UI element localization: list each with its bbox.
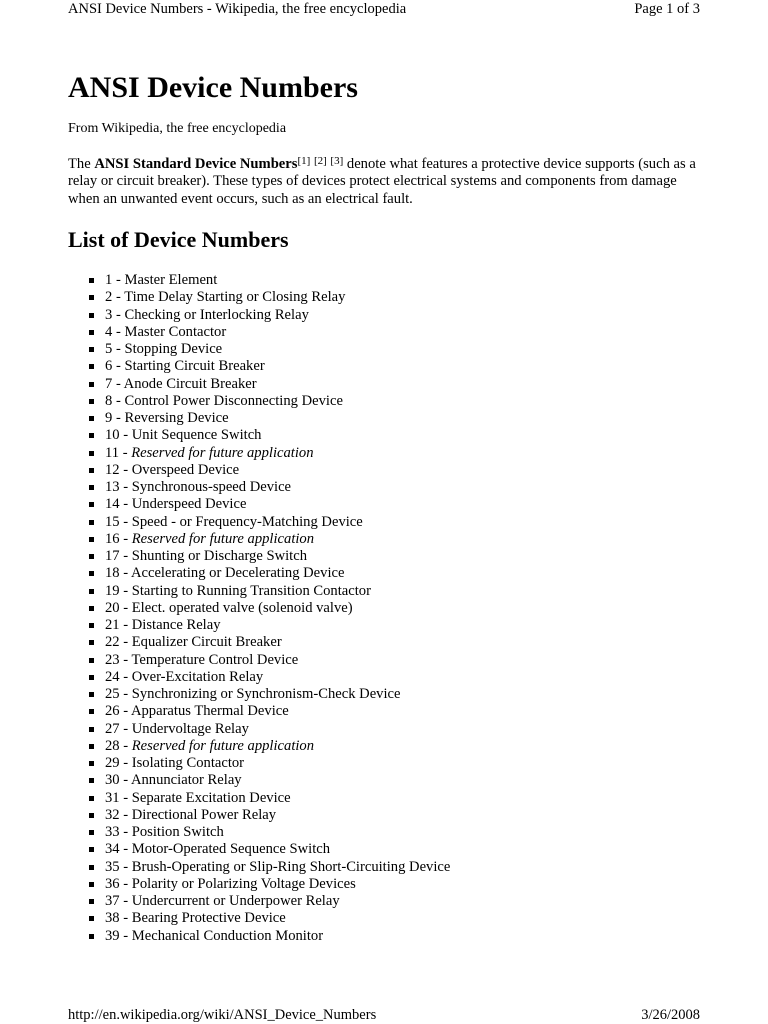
intro-lead: The xyxy=(68,156,95,172)
device-number: 8 xyxy=(105,392,113,409)
bullet-icon xyxy=(89,537,94,542)
device-name: Elect. operated valve (solenoid valve) xyxy=(131,599,353,616)
device-number: 18 xyxy=(105,565,120,582)
device-number: 38 xyxy=(105,910,120,927)
device-name: Shunting or Discharge Switch xyxy=(131,548,308,564)
list-item: 24 - Over-Excitation Relay xyxy=(89,669,450,686)
device-number: 39 xyxy=(105,927,120,944)
device-name: Over-Excitation Relay xyxy=(131,668,264,685)
list-item: 1 - Master Element xyxy=(89,272,450,289)
device-name: Control Power Disconnecting Device xyxy=(124,392,343,409)
list-item: 37 - Undercurrent or Underpower Relay xyxy=(89,893,450,910)
bullet-icon xyxy=(89,623,94,628)
device-name: Anode Circuit Breaker xyxy=(123,375,257,392)
list-item: 16 - Reserved for future application xyxy=(89,531,450,548)
print-header xyxy=(68,0,700,18)
device-number: 22 xyxy=(105,634,120,651)
list-item: 15 - Speed - or Frequency-Matching Device xyxy=(89,514,450,531)
list-item: 25 - Synchronizing or Synchronism-Check Device xyxy=(89,686,450,703)
device-name: Starting to Running Transition Contactor xyxy=(131,582,371,599)
list-item: 9 - Reversing Device xyxy=(89,410,450,427)
device-number: 11 xyxy=(105,444,120,461)
list-item: 3 - Checking or Interlocking Relay xyxy=(89,307,450,324)
device-number: 10 xyxy=(105,427,120,444)
device-number: 35 xyxy=(105,858,120,875)
device-name: Motor-Operated Sequence Switch xyxy=(131,841,331,858)
print-header-title: ANSI Device Numbers - Wikipedia, the free encyclopedia xyxy=(68,1,407,17)
citation-3[interactable]: [3] xyxy=(330,155,344,167)
device-name: Bearing Protective Device xyxy=(131,910,286,927)
device-name: Speed - or Frequency-Matching Device xyxy=(131,513,363,530)
device-name: Time Delay Starting or Closing Relay xyxy=(124,289,346,306)
device-number: 26 xyxy=(105,703,120,720)
bullet-icon xyxy=(89,278,94,283)
print-footer xyxy=(68,1006,700,1024)
device-name: Distance Relay xyxy=(131,617,221,633)
device-number: 31 xyxy=(105,789,120,806)
bullet-icon xyxy=(89,692,94,697)
bullet-icon xyxy=(89,589,94,594)
list-item: 8 - Control Power Disconnecting Device xyxy=(89,393,450,410)
device-number: 13 xyxy=(105,479,120,495)
bullet-icon xyxy=(89,382,94,387)
device-name: Annunciator Relay xyxy=(130,772,242,789)
device-number: 34 xyxy=(105,841,120,858)
device-name: Accelerating or Decelerating Device xyxy=(130,565,345,582)
device-number: 3 xyxy=(105,306,113,323)
bullet-icon xyxy=(89,847,94,852)
bullet-icon xyxy=(89,813,94,818)
list-item: 35 - Brush-Operating or Slip-Ring Short-Circuiting Device xyxy=(89,859,450,876)
list-item: 10 - Unit Sequence Switch xyxy=(89,427,450,444)
citation-2[interactable]: [2] xyxy=(313,155,327,167)
bullet-icon xyxy=(89,520,94,525)
bullet-icon xyxy=(89,330,94,335)
bullet-icon xyxy=(89,830,94,835)
device-number: 36 xyxy=(105,875,120,892)
list-item: 28 - Reserved for future application xyxy=(89,738,450,755)
device-number: 23 xyxy=(105,651,120,668)
section-heading: List of Device Numbers xyxy=(68,227,289,252)
device-number: 27 xyxy=(105,720,120,737)
bullet-icon xyxy=(89,761,94,766)
device-name: Master Element xyxy=(124,272,218,288)
list-item: 23 - Temperature Control Device xyxy=(89,652,450,669)
intro-rest: denote what features a protective device supports (such as a relay or circuit breaker). These types of devices protect electrical systems and components from damage when an unwanted event occurs, such as an electrical fault. xyxy=(68,156,696,207)
list-item: 31 - Separate Excitation Device xyxy=(89,790,450,807)
bullet-icon xyxy=(89,399,94,404)
list-item: 17 - Shunting or Discharge Switch xyxy=(89,548,450,565)
citation-1[interactable]: [1] xyxy=(297,155,311,167)
device-list xyxy=(89,272,450,945)
device-name: Unit Sequence Switch xyxy=(131,427,262,444)
intro-paragraph xyxy=(68,156,708,208)
device-number: 25 xyxy=(105,686,120,702)
bullet-icon xyxy=(89,865,94,870)
device-name: Underspeed Device xyxy=(131,496,247,513)
device-number: 24 xyxy=(105,668,120,685)
device-number: 2 xyxy=(105,289,113,306)
device-name: Undervoltage Relay xyxy=(131,720,249,737)
bullet-icon xyxy=(89,416,94,421)
device-name: Undercurrent or Underpower Relay xyxy=(131,893,340,909)
list-item: 27 - Undervoltage Relay xyxy=(89,721,450,738)
list-item: 13 - Synchronous-speed Device xyxy=(89,479,450,496)
bullet-icon xyxy=(89,347,94,352)
device-number: 21 xyxy=(105,617,120,633)
list-item: 5 - Stopping Device xyxy=(89,341,450,358)
bullet-icon xyxy=(89,451,94,456)
device-name: Apparatus Thermal Device xyxy=(130,703,289,720)
list-item: 22 - Equalizer Circuit Breaker xyxy=(89,634,450,651)
list-item: 2 - Time Delay Starting or Closing Relay xyxy=(89,289,450,306)
device-name: Overspeed Device xyxy=(131,461,240,478)
device-name: Checking or Interlocking Relay xyxy=(124,306,309,323)
device-name: Reserved for future application xyxy=(131,530,315,547)
device-number: 28 xyxy=(105,737,120,754)
list-item: 12 - Overspeed Device xyxy=(89,462,450,479)
bullet-icon xyxy=(89,916,94,921)
bullet-icon xyxy=(89,727,94,732)
device-name: Brush-Operating or Slip-Ring Short-Circuiting Device xyxy=(131,858,451,875)
device-name: Synchronous-speed Device xyxy=(131,479,292,495)
bullet-icon xyxy=(89,364,94,369)
bullet-icon xyxy=(89,485,94,490)
list-item: 32 - Directional Power Relay xyxy=(89,807,450,824)
device-name: Equalizer Circuit Breaker xyxy=(131,634,282,651)
device-number: 17 xyxy=(105,548,120,564)
bullet-icon xyxy=(89,899,94,904)
bullet-icon xyxy=(89,744,94,749)
list-item: 7 - Anode Circuit Breaker xyxy=(89,376,450,393)
bullet-icon xyxy=(89,778,94,783)
list-item: 34 - Motor-Operated Sequence Switch xyxy=(89,841,450,858)
bullet-icon xyxy=(89,709,94,714)
bullet-icon xyxy=(89,796,94,801)
list-item: 36 - Polarity or Polarizing Voltage Devices xyxy=(89,876,450,893)
list-item: 18 - Accelerating or Decelerating Device xyxy=(89,565,450,582)
device-name: Reserved for future application xyxy=(131,737,315,754)
from-line: From Wikipedia, the free encyclopedia xyxy=(68,121,287,136)
bullet-icon xyxy=(89,640,94,645)
list-item: 19 - Starting to Running Transition Contactor xyxy=(89,583,450,600)
device-number: 33 xyxy=(105,824,120,840)
device-number: 19 xyxy=(105,582,120,599)
list-item: 30 - Annunciator Relay xyxy=(89,772,450,789)
device-number: 4 xyxy=(105,323,113,340)
device-number: 5 xyxy=(105,341,113,357)
device-name: Mechanical Conduction Monitor xyxy=(131,927,324,944)
device-name: Reversing Device xyxy=(124,410,229,426)
device-name: Isolating Contactor xyxy=(131,755,245,771)
device-name: Stopping Device xyxy=(124,341,223,357)
device-name: Polarity or Polarizing Voltage Devices xyxy=(131,875,356,892)
bullet-icon xyxy=(89,934,94,939)
device-name: Synchronizing or Synchronism-Check Device xyxy=(131,686,401,702)
list-item: 26 - Apparatus Thermal Device xyxy=(89,703,450,720)
bullet-icon xyxy=(89,882,94,887)
device-number: 1 xyxy=(105,272,113,288)
device-name: Separate Excitation Device xyxy=(131,789,291,806)
footer-date: 3/26/2008 xyxy=(641,1007,700,1023)
device-number: 7 xyxy=(105,375,113,392)
bullet-icon xyxy=(89,675,94,680)
device-number: 14 xyxy=(105,496,120,513)
list-item: 21 - Distance Relay xyxy=(89,617,450,634)
device-name: Temperature Control Device xyxy=(131,651,299,668)
bullet-icon xyxy=(89,658,94,663)
device-name: Starting Circuit Breaker xyxy=(124,358,265,375)
intro-bold-term: ANSI Standard Device Numbers xyxy=(94,156,298,172)
bullet-icon xyxy=(89,313,94,318)
bullet-icon xyxy=(89,554,94,559)
device-number: 37 xyxy=(105,893,120,909)
device-number: 9 xyxy=(105,410,113,426)
list-item: 6 - Starting Circuit Breaker xyxy=(89,358,450,375)
device-name: Directional Power Relay xyxy=(131,806,277,823)
footer-url: http://en.wikipedia.org/wiki/ANSI_Device_Numbers xyxy=(68,1007,377,1023)
device-number: 12 xyxy=(105,461,120,478)
list-item: 29 - Isolating Contactor xyxy=(89,755,450,772)
list-item: 4 - Master Contactor xyxy=(89,324,450,341)
device-name: Master Contactor xyxy=(124,323,227,340)
list-item: 39 - Mechanical Conduction Monitor xyxy=(89,928,450,945)
list-item: 14 - Underspeed Device xyxy=(89,496,450,513)
device-name: Reserved for future application xyxy=(131,444,314,461)
bullet-icon xyxy=(89,468,94,473)
page-indicator: Page 1 of 3 xyxy=(634,1,700,17)
list-item: 33 - Position Switch xyxy=(89,824,450,841)
device-number: 32 xyxy=(105,806,120,823)
device-number: 16 xyxy=(105,530,120,547)
page-title: ANSI Device Numbers xyxy=(68,71,358,104)
device-name: Position Switch xyxy=(131,824,224,840)
list-item: 20 - Elect. operated valve (solenoid valve) xyxy=(89,600,450,617)
list-item: 38 - Bearing Protective Device xyxy=(89,910,450,927)
device-number: 29 xyxy=(105,755,120,771)
device-number: 20 xyxy=(105,599,120,616)
bullet-icon xyxy=(89,295,94,300)
device-number: 6 xyxy=(105,358,113,375)
bullet-icon xyxy=(89,571,94,576)
device-number: 15 xyxy=(105,513,120,530)
bullet-icon xyxy=(89,606,94,611)
list-item: 11 - Reserved for future application xyxy=(89,445,450,462)
bullet-icon xyxy=(89,433,94,438)
device-number: 30 xyxy=(105,772,120,789)
bullet-icon xyxy=(89,502,94,507)
